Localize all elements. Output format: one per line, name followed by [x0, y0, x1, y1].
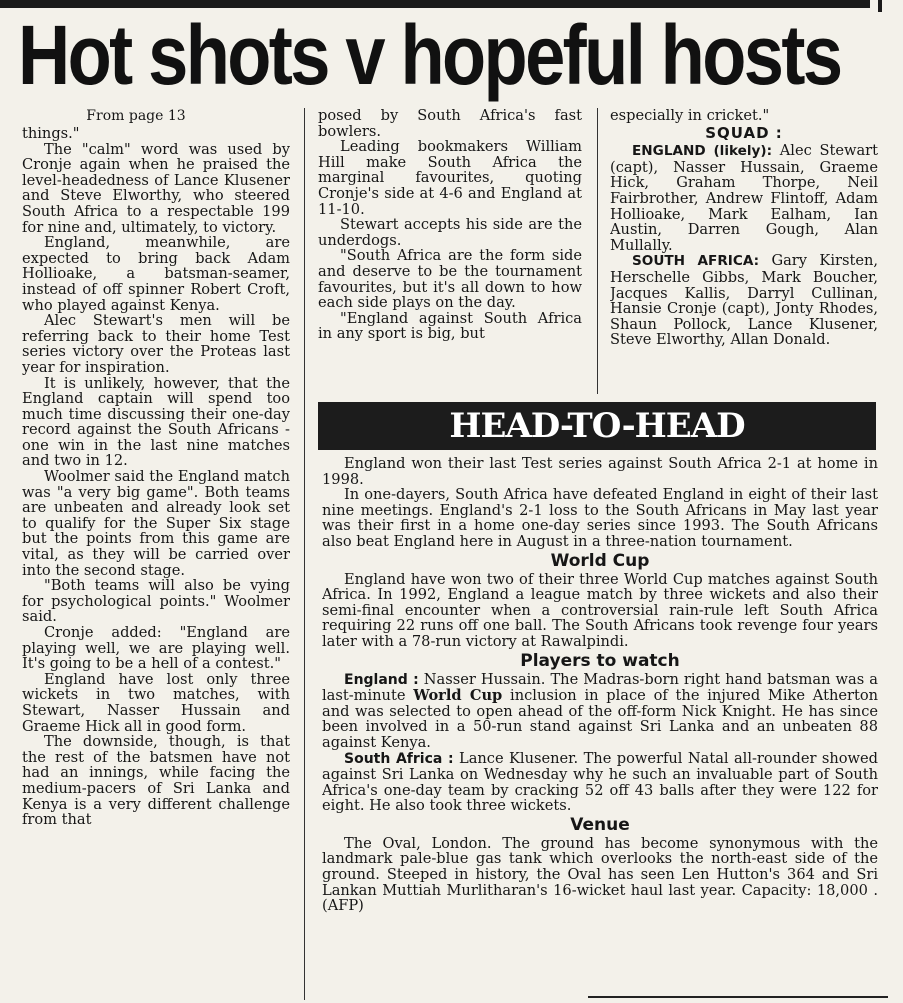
paragraph: The downside, though, is that the rest of the batsmen have not had an innings, while facing the medium-pacers of Sri Lanka and Kenya is a very different challenge from that	[22, 733, 290, 829]
paragraph: posed by South Africa's fast bowlers.	[318, 108, 582, 140]
column-divider	[597, 108, 598, 394]
paragraph: England have lost only three wickets in two matches, with Stewart, Nasser Hussain and Graeme Hick all in good form.	[22, 670, 290, 735]
head-to-head-banner	[318, 402, 876, 450]
south-africa-squad-list: Gary Kirsten, Herschelle Gibbs, Mark Boucher, Jacques Kallis, Darryl Cullinan, Hansie Cronje (capt), Jonty Rhodes, Shaun Pollock, Lance Klusener, Steve Elworthy, Allan Donald.	[610, 252, 878, 349]
head-to-head-title: HEAD-TO-HEAD	[449, 406, 745, 446]
paragraph: It is unlikely, however, that the England captain will spend too much time discussing their one-day record against the South Africans - one win in the last nine matches and two in 12.	[22, 374, 290, 470]
south-africa-player-label: South Africa :	[344, 750, 454, 767]
paragraph: "Both teams will also be vying for psychological points." Woolmer said.	[22, 577, 290, 626]
paragraph: Stewart accepts his side are the underdogs.	[318, 216, 582, 249]
squad-title: SQUAD :	[705, 123, 783, 142]
england-player-text: Nasser Hussain. The Madras-born right hand batsman was a last-minute	[322, 670, 878, 705]
paragraph: Alec Stewart's men will be referring back to their home Test series victory over the Proteas last year for inspiration.	[22, 312, 290, 376]
england-player-label: England :	[344, 671, 419, 688]
south-africa-player	[322, 751, 878, 814]
article-column-2	[318, 108, 582, 378]
paragraph: Leading bookmakers William Hill make South Africa the marginal favourites, quoting Cronje's side at 4-6 and England at 11-10.	[318, 138, 582, 218]
south-africa-squad-label: SOUTH AFRICA:	[632, 253, 760, 270]
england-player-text-2: inclusion in place of the injured Mike Atherton and was selected to open ahead of the off-form Nick Knight. He has since been involved in a 50-run stand against Sri Lanka and an unbeaten 88 against Kenya.	[322, 687, 878, 751]
players-heading: Players to watch	[520, 650, 680, 671]
column-divider	[304, 108, 305, 1000]
venue-heading: Venue	[570, 814, 630, 835]
head-to-head-body	[322, 456, 878, 996]
paragraph: Cronje added: "England are playing well, we are playing well. It's going to be a hell of a contest."	[22, 624, 290, 673]
england-squad	[610, 143, 878, 253]
bottom-rule	[588, 996, 888, 998]
paragraph: England won their last Test series against South Africa 2-1 at home in 1998.	[322, 456, 878, 488]
paragraph: "South Africa are the form side and deserve to be the tournament favourites, but it's all down to how each side plays on the day.	[318, 247, 582, 312]
paragraph: "England against South Africa in any sport is big, but	[318, 309, 582, 343]
world-cup-bold: World Cup	[413, 687, 503, 705]
england-squad-label: ENGLAND (likely):	[632, 143, 773, 160]
south-africa-squad	[610, 253, 878, 348]
england-player	[322, 672, 878, 751]
paragraph: especially in cricket."	[610, 108, 770, 124]
paragraph: The Oval, London. The ground has become synonymous with the landmark pale-blue gas tank which overlooks the north-east side of the ground. Steeped in history, the Oval has seen Len Hutton's 364 and Sri Lankan Muttiah Murlitharan's 16-wicket haul last year. Capacity: 18,000 . (AFP)	[322, 834, 878, 915]
south-africa-player-text: Lance Klusener. The powerful Natal all-rounder showed against Sri Lanka on Wednesday why he such an invaluable part of South Africa's one-day team by cracking 52 off 43 balls after they were 122 for eight. He also took three wickets.	[322, 749, 878, 815]
corner-rule	[878, 0, 882, 12]
paragraph: things."	[22, 125, 80, 142]
paragraph: England have won two of their three World Cup matches against South Africa. In 1992, England a league match by three wickets and also their semi-final encounter when a controversial rain-rule left South Africa requiring 22 runs off one ball. The South Africans took revenge four years later with a 78-run victory at Rawalpindi.	[322, 570, 878, 650]
article-column-1	[22, 108, 290, 1003]
england-squad-list: Alec Stewart (capt), Nasser Hussain, Graeme Hick, Graham Thorpe, Neil Fairbrother, Andrew Flintoff, Adam Hollioake, Mark Ealham, Ian Austin, Darren Gough, Alan Mullally.	[610, 142, 878, 254]
paragraph: England, meanwhile, are expected to bring back Adam Hollioake, a batsman-seamer, instead of off spinner Robert Croft, who played against Kenya.	[22, 234, 290, 314]
paragraph: In one-dayers, South Africa have defeated England in eight of their last nine meetings. England's 2-1 loss to the South Africans in May last year was their first in a home one-day series since 1993. The South Africans also beat England here in August in a three-nation tournament.	[322, 486, 878, 550]
squad-column	[610, 108, 878, 398]
world-cup-heading: World Cup	[550, 550, 650, 571]
paragraph: The "calm" word was used by Cronje again when he praised the level-headedness of Lance Klusener and Steve Elworthy, who steered South Africa to a respectable 199 for nine and, ultimately, to victory.	[22, 140, 290, 236]
continuation-note: From page 13	[86, 108, 186, 124]
headline: Hot shots v hopeful hosts	[18, 8, 841, 102]
paragraph: Woolmer said the England match was "a very big game". Both teams are unbeaten and already look set to qualify for the Super Six stage but the points from this game are vital, as they will be carried over into the second stage.	[22, 468, 290, 579]
